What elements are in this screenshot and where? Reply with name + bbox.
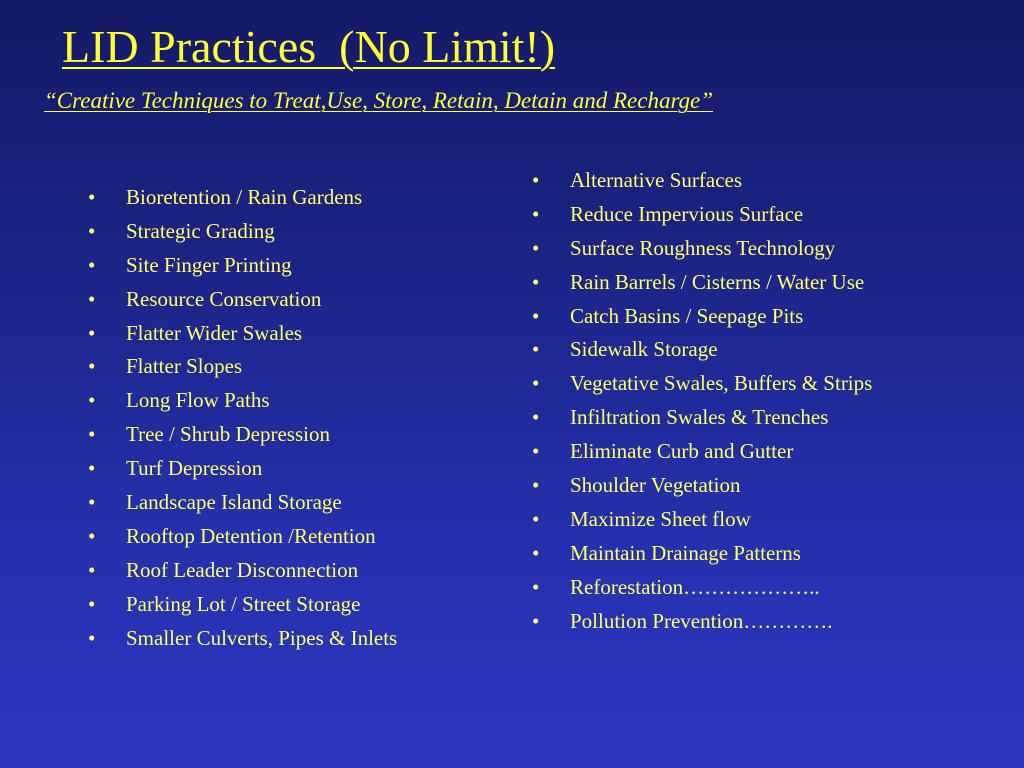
bullet-icon: • [88,523,96,548]
slide-subtitle: “Creative Techniques to Treat,Use, Store, Retain, Detain and Recharge” [44,88,714,113]
bullet-icon: • [532,168,540,192]
list-item-text: Surface Roughness Technology [570,235,836,260]
list-item-text: Sidewalk Storage [570,337,718,362]
left-bullet-list [88,181,397,655]
bullet-icon: • [532,269,540,294]
bullet-icon: • [532,608,540,633]
bullet-icon: • [88,422,96,447]
list-item [88,181,397,215]
list-item [88,215,397,249]
list-item-text: Rooftop Detention /Retention [126,523,376,548]
list-item [532,401,872,435]
list-item [532,198,872,232]
list-item [532,537,872,571]
bullet-icon: • [532,405,540,430]
list-item-text: Parking Lot / Street Storage [126,591,361,616]
bullet-icon: • [532,303,540,328]
list-item-text: Reforestation……………….. [570,574,820,599]
list-item [88,520,397,554]
list-item-text: Infiltration Swales & Trenches [570,405,829,430]
list-item-text: Tree / Shrub Depression [126,422,330,447]
bullet-icon: • [88,354,96,379]
list-item [532,232,872,266]
list-item [88,486,397,520]
list-item [532,571,872,605]
bullet-icon: • [532,473,540,498]
list-item [88,317,397,351]
bullet-icon: • [88,557,96,582]
list-item [532,435,872,469]
list-item-text: Catch Basins / Seepage Pits [570,303,804,328]
list-item-text: Pollution Prevention…………. [570,608,833,633]
list-item-text: Vegetative Swales, Buffers & Strips [570,371,873,396]
list-item [88,283,397,317]
list-item [532,605,872,639]
list-item-text: Site Finger Printing [126,252,292,277]
list-item-text: Eliminate Curb and Gutter [570,439,794,464]
list-item [532,469,872,503]
list-item [88,622,397,656]
list-item-text: Resource Conservation [126,286,322,311]
list-item-text: Landscape Island Storage [126,490,342,515]
list-item-text: Roof Leader Disconnection [126,557,359,582]
list-item-text: Rain Barrels / Cisterns / Water Use [570,269,865,294]
slide-title: LID Practices (No Limit!) [62,21,556,72]
bullet-icon: • [532,371,540,396]
bullet-icon: • [532,540,540,565]
bullet-icon: • [532,506,540,531]
bullet-icon: • [532,337,540,362]
bullet-icon: • [532,235,540,260]
bullet-icon: • [532,201,540,226]
bullet-icon: • [88,490,96,515]
bullet-icon: • [88,456,96,481]
bullet-icon: • [88,252,96,277]
bullet-icon: • [88,388,96,413]
bullet-icon: • [88,320,96,345]
list-item [532,266,872,300]
list-item [88,350,397,384]
bullet-icon: • [88,218,96,243]
list-item [532,300,872,334]
bullet-icon: • [532,574,540,599]
list-item-text: Turf Depression [126,456,263,481]
list-item-text: Flatter Wider Swales [126,320,303,345]
list-item-text: Bioretention / Rain Gardens [126,185,363,209]
bullet-icon: • [88,591,96,616]
list-item-text: Alternative Surfaces [570,168,743,192]
right-bullet-list [532,164,872,638]
list-item [88,418,397,452]
list-item-text: Maximize Sheet flow [570,506,751,531]
list-item-text: Long Flow Paths [126,388,270,413]
bullet-icon: • [88,625,96,650]
list-item [88,554,397,588]
bullet-icon: • [88,185,96,209]
list-item-text: Shoulder Vegetation [570,473,741,498]
list-item [88,384,397,418]
list-item [88,452,397,486]
bullet-icon: • [532,439,540,464]
list-item [532,367,872,401]
bullet-icon: • [88,286,96,311]
list-item-text: Maintain Drainage Patterns [570,540,801,565]
list-item-text: Flatter Slopes [126,354,243,379]
list-item-text: Strategic Grading [126,218,275,243]
list-item [88,588,397,622]
list-item [88,249,397,283]
list-item [532,333,872,367]
list-item [532,164,872,198]
list-item-text: Smaller Culverts, Pipes & Inlets [126,625,398,650]
list-item-text: Reduce Impervious Surface [570,201,804,226]
list-item [532,503,872,537]
